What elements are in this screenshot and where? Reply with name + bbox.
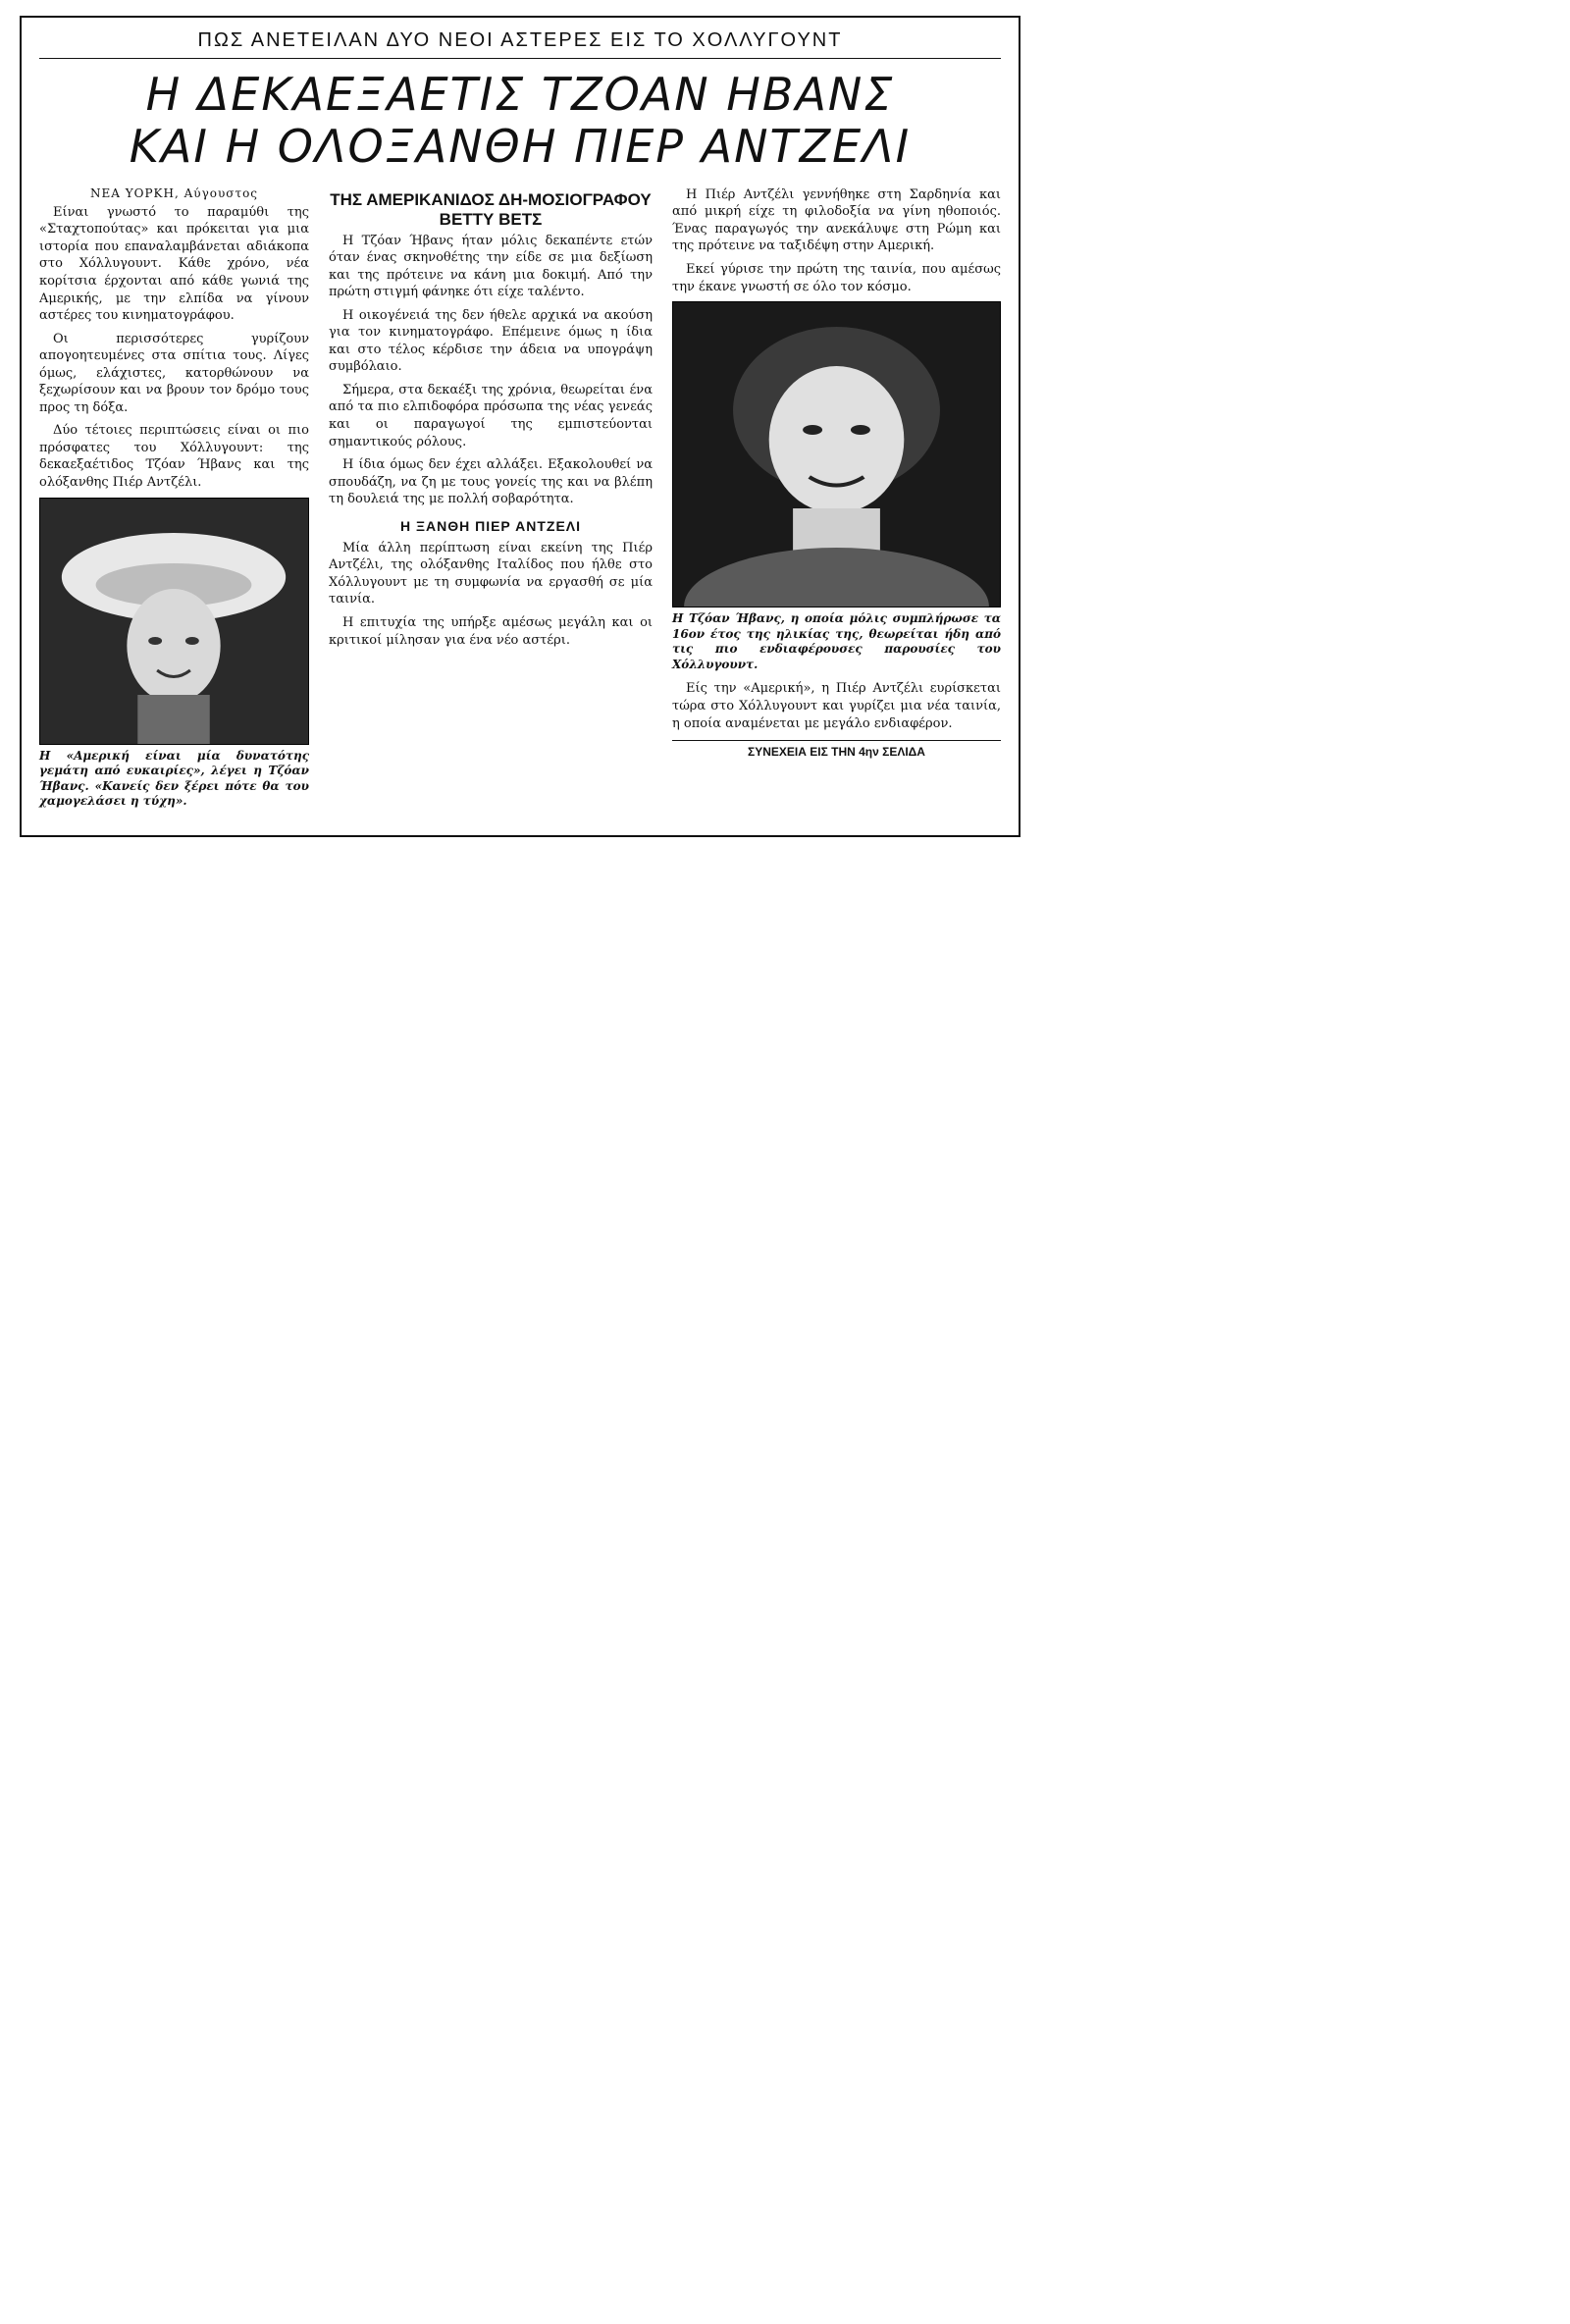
col3b-paragraph-1: Είς την «Αμερική», η Πιέρ Αντζέλι ευρίσκεται τώρα στο Χόλλυγουντ και γυρίζει μια νέα ταινία, η οποία αναμένεται με μεγάλο ενδιαφέρον. <box>672 681 1001 731</box>
col2b-paragraph-2: Η επιτυχία της υπήρξε αμέσως μεγάλη και οι κριτικοί μίλησαν για ένα νέο αστέρι. <box>329 614 653 648</box>
portrait-image <box>673 302 1000 607</box>
feature-title: ΤΗΣ ΑΜΕΡΙΚΑΝΙΔΟΣ ΔΗ-ΜΟΣΙΟΓΡΑΦΟΥ ΒΕΤΤΥ ΒΕΤΣ <box>330 189 652 230</box>
article-headline <box>39 69 1001 173</box>
col2-paragraph-3: Σήμερα, στα δεκαέξι της χρόνια, θεωρείται ένα από τα πιο ελπιδοφόρα πρόσωπα της νέας γενεάς και οι παραγωγοί της εμπιστεύονται σημαντικούς ρόλους. <box>329 382 653 449</box>
dateline: ΝΕΑ ΥΟΡΚΗ, Αύγουστος <box>89 185 259 200</box>
photo-joan-evans-hat <box>39 498 309 745</box>
continued-note: ΣΥΝΕΧΕΙΑ ΕΙΣ ΤΗΝ 4ην ΣΕΛΙΔΑ <box>672 740 1001 759</box>
col2-paragraph-2: Η οικογένειά της δεν ήθελε αρχικά να ακούση για τον κινηματογράφο. Επέμεινε όμως η ίδια και στο τέλος κέρδισε την άδεια να υπογράψη συμβόλαιο. <box>329 307 653 375</box>
column-1 <box>39 186 309 818</box>
col2b-paragraph-1: Μία άλλη περίπτωση είναι εκείνη της Πιέρ Αντζέλι, της ολόξανθης Ιταλίδος που ήλθε στο Χόλλυγουντ με τη συμφωνία να εργασθή σε μία ταινία. <box>329 540 653 607</box>
portrait-hat-image <box>40 499 308 744</box>
section-head-pier-angeli: Η ΞΑΝΘΗ ΠΙΕΡ ΑΝΤΖΕΛΙ <box>399 517 582 534</box>
headline-line-2: ΚΑΙ Η ΟΛΟΞΑΝΘΗ ΠΙΕΡ ΑΝΤΖΕΛΙ <box>129 119 912 173</box>
headline-line-1: Η ΔΕΚΑΕΞΑΕΤΙΣ ΤΖΟΑΝ ΗΒΑΝΣ <box>145 68 895 121</box>
column-2 <box>329 186 653 818</box>
col2-paragraph-4: Η ίδια όμως δεν έχει αλλάξει. Εξακολουθεί να σπουδάζη, να ζη με τους γονείς της και να βλέπη τη δουλειά της με πολλή σοβαρότητα. <box>329 457 653 507</box>
photo1-caption: Η «Αμερική είναι μία δυνατότης γεμάτη από ευκαιρίες», λέγει η Τζόαν Ήβανς. «Κανείς δεν ξέρει πότε θα του χαμογελάσει η τύχη». <box>39 748 309 809</box>
article-box <box>20 16 1020 837</box>
article-columns <box>39 186 1001 818</box>
column-3 <box>672 186 1001 818</box>
photo-joan-evans-portrait <box>672 301 1001 607</box>
col1-paragraph-3: Δύο τέτοιες περιπτώσεις είναι οι πιο πρόσφατες του Χόλλυγουντ: της δεκαεξαέτιδος Τζόαν Ήβανς και της ολόξανθης Πιέρ Αντζέλι. <box>39 423 309 490</box>
col2-paragraph-1: Η Τζόαν Ήβανς ήταν μόλις δεκαπέντε ετών όταν ένας σκηνοθέτης την είδε σε μια δεξίωση και της πρότεινε να κάνη μια δοκιμή. Από την πρώτη στιγμή φάνηκε ότι είχε ταλέντο. <box>329 233 653 300</box>
col1-paragraph-2: Οι περισσότερες γυρίζουν απογοητευμένες στα σπίτια τους. Λίγες όμως, ελάχιστες, κατορθώνουν να ξεχωρίσουν και να βρουν τον δρόμο τους προς τη δόξα. <box>39 331 309 415</box>
col3-paragraph-1: Η Πιέρ Αντζέλι γεννήθηκε στη Σαρδηνία και από μικρή είχε τη φιλοδοξία να γίνη ηθοποιός. Ένας παραγωγός την ανεκάλυψε στη Ρώμη και της πρότεινε να ταξιδέψη στην Αμερική. <box>672 186 1001 254</box>
col3-paragraph-2: Εκεί γύρισε την πρώτη της ταινία, που αμέσως την έκανε γνωστή σε όλο τον κόσμο. <box>672 261 1001 294</box>
col1-paragraph-1: Είναι γνωστό το παραμύθι της «Σταχτοπούτας» και πρόκειται για μια ιστορία που επαναλαμβάνεται αδιάκοπα στο Χόλλυγουντ. Κάθε χρόνο, νέα κορίτσια έρχονται από κάθε γωνιά της Αμερικής, με την ελπίδα να γίνουν αστέρες του κινηματογράφου. <box>39 204 309 324</box>
article-kicker: ΠΩΣ ΑΝΕΤΕΙΛΑΝ ΔΥΟ ΝΕΟΙ ΑΣΤΕΡΕΣ ΕΙΣ ΤΟ ΧΟΛΛΥΓΟΥΝΤ <box>39 29 1001 59</box>
photo2-caption: Η Τζόαν Ήβανς, η οποία μόλις συμπλήρωσε τα 16ον έτος της ηλικίας της, θεωρείται ήδη από τις πιο ενδιαφέρουσες παρουσίες του Χόλλυγουντ. <box>672 611 1001 671</box>
